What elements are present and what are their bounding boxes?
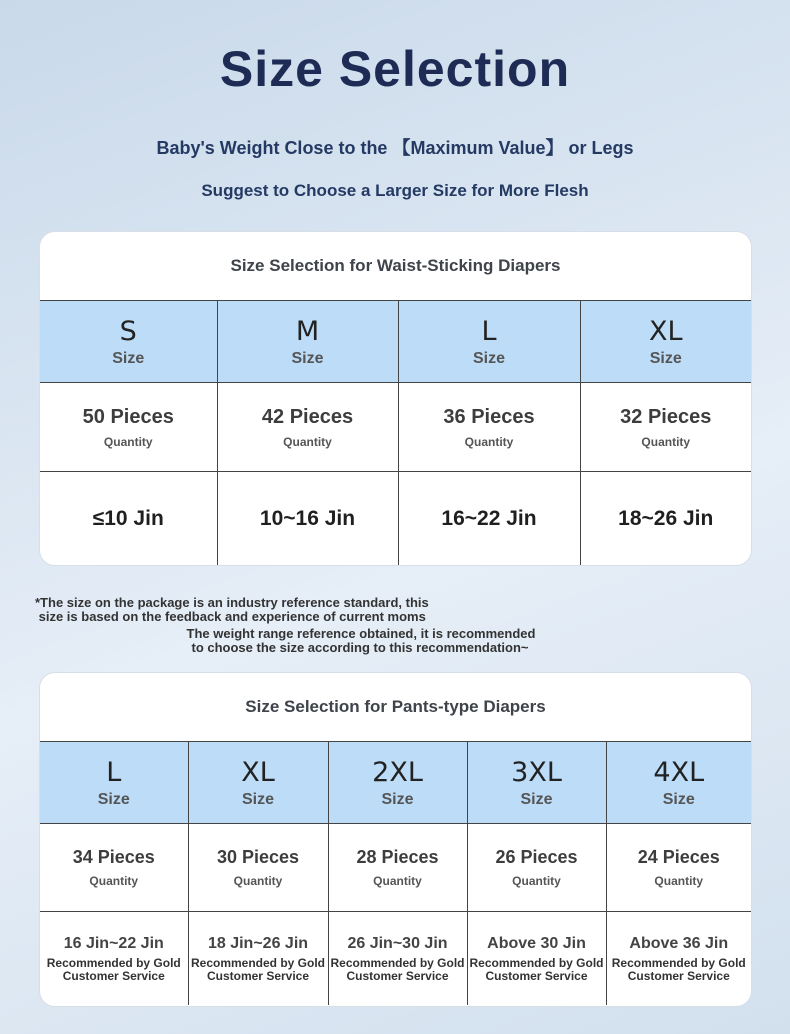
recommendation-line: Recommended by Gold bbox=[46, 955, 181, 970]
table-cell bbox=[40, 301, 217, 383]
weight-range: 18~26 Jin bbox=[618, 506, 714, 530]
waist-size-row bbox=[40, 301, 751, 383]
size-note-left bbox=[35, 596, 429, 624]
recommendation-line: Customer Service bbox=[206, 968, 310, 983]
recommendation-line: Customer Service bbox=[485, 968, 588, 983]
size-label: Size bbox=[241, 790, 274, 808]
table-cell bbox=[188, 824, 328, 912]
table-cell bbox=[328, 912, 467, 1006]
table-cell bbox=[40, 912, 188, 1006]
recommendation-line: Recommended by Gold bbox=[190, 955, 326, 970]
pants-card-heading: Size Selection for Pants-type Diapers bbox=[245, 697, 546, 716]
quantity-label: Quantity bbox=[654, 874, 704, 888]
table-cell bbox=[328, 742, 467, 824]
table-cell bbox=[467, 742, 606, 824]
table-cell bbox=[398, 301, 580, 383]
pants-diaper-card bbox=[39, 672, 752, 1007]
subtitle-weight-tip: Baby's Weight Close to the 【Maximum Value】 or Legs bbox=[156, 138, 634, 158]
page-title: Size Selection bbox=[219, 41, 571, 97]
weight-range: 26 Jin~30 Jin bbox=[347, 934, 448, 952]
weight-range: 10~16 Jin bbox=[259, 506, 356, 530]
piece-count: 42 Pieces bbox=[261, 405, 354, 428]
quantity-label: Quantity bbox=[512, 874, 561, 888]
table-cell bbox=[40, 383, 217, 472]
table-cell bbox=[217, 472, 398, 566]
table-cell bbox=[40, 742, 188, 824]
table-cell bbox=[467, 824, 606, 912]
recommendation-line: Recommended by Gold bbox=[469, 955, 604, 970]
size-label: Size bbox=[649, 349, 682, 367]
size-label: Size bbox=[520, 790, 553, 808]
table-cell bbox=[606, 742, 751, 824]
piece-count: 30 Pieces bbox=[216, 847, 300, 867]
size-note-center bbox=[0, 627, 720, 655]
quantity-label: Quantity bbox=[89, 874, 139, 888]
size-name: S bbox=[119, 315, 137, 347]
piece-count: 28 Pieces bbox=[356, 847, 439, 867]
table-cell bbox=[217, 383, 398, 472]
waist-diaper-card bbox=[39, 231, 752, 566]
weight-range: 16~22 Jin bbox=[441, 506, 537, 530]
recommendation-line: Recommended by Gold bbox=[330, 955, 465, 970]
waist-quantity-row bbox=[40, 383, 751, 472]
table-cell bbox=[398, 472, 580, 566]
table-cell bbox=[217, 301, 398, 383]
quantity-label: Quantity bbox=[233, 874, 283, 888]
piece-count: 24 Pieces bbox=[637, 847, 720, 867]
note-line: to choose the size according to this recommendation~ bbox=[191, 640, 529, 655]
piece-count: 26 Pieces bbox=[495, 847, 578, 867]
table-cell bbox=[40, 824, 188, 912]
piece-count: 32 Pieces bbox=[620, 405, 712, 428]
size-label: Size bbox=[662, 790, 695, 808]
table-cell bbox=[580, 301, 751, 383]
weight-range: 16 Jin~22 Jin bbox=[63, 934, 164, 952]
note-line: size is based on the feedback and experience of current moms bbox=[35, 609, 426, 624]
piece-count: 50 Pieces bbox=[82, 405, 174, 428]
quantity-label: Quantity bbox=[373, 874, 422, 888]
subtitle-size-tip: Suggest to Choose a Larger Size for More Flesh bbox=[201, 181, 589, 200]
recommendation-line: Customer Service bbox=[346, 968, 449, 983]
table-cell bbox=[467, 912, 606, 1006]
piece-count: 34 Pieces bbox=[72, 847, 155, 867]
quantity-label: Quantity bbox=[641, 434, 691, 449]
table-cell bbox=[398, 383, 580, 472]
table-cell bbox=[606, 912, 751, 1006]
pants-size-table bbox=[40, 741, 751, 1005]
waist-size-table bbox=[40, 300, 751, 565]
pants-weight-row bbox=[40, 912, 751, 1006]
size-name: 3XL bbox=[511, 756, 562, 788]
table-cell bbox=[580, 383, 751, 472]
table-cell bbox=[580, 472, 751, 566]
recommendation-line: Customer Service bbox=[627, 968, 730, 983]
table-cell bbox=[188, 912, 328, 1006]
table-cell bbox=[606, 824, 751, 912]
size-name: L bbox=[106, 756, 122, 788]
table-cell bbox=[188, 742, 328, 824]
size-label: Size bbox=[97, 790, 130, 808]
quantity-label: Quantity bbox=[103, 434, 153, 449]
size-label: Size bbox=[472, 349, 505, 367]
size-name: XL bbox=[648, 315, 683, 347]
pants-quantity-row bbox=[40, 824, 751, 912]
size-label: Size bbox=[112, 349, 145, 367]
table-cell bbox=[328, 824, 467, 912]
weight-range: ≤10 Jin bbox=[92, 506, 164, 530]
recommendation-line: Customer Service bbox=[62, 968, 165, 983]
piece-count: 36 Pieces bbox=[443, 405, 535, 428]
note-line: *The size on the package is an industry reference standard, this bbox=[35, 595, 429, 610]
size-name: M bbox=[295, 315, 320, 347]
recommendation-line: Recommended by Gold bbox=[611, 955, 746, 970]
size-label: Size bbox=[291, 349, 324, 367]
size-name: XL bbox=[241, 756, 275, 788]
quantity-label: Quantity bbox=[283, 434, 332, 449]
waist-weight-row bbox=[40, 472, 751, 566]
waist-card-heading: Size Selection for Waist-Sticking Diapers bbox=[230, 256, 561, 275]
size-name: L bbox=[481, 315, 497, 347]
weight-range: Above 30 Jin bbox=[487, 934, 586, 952]
table-cell bbox=[40, 472, 217, 566]
weight-range: 18 Jin~26 Jin bbox=[207, 934, 309, 952]
note-line: The weight range reference obtained, it is recommended bbox=[186, 626, 536, 641]
pants-size-row bbox=[40, 742, 751, 824]
size-label: Size bbox=[381, 790, 414, 808]
size-name: 2XL bbox=[372, 756, 423, 788]
size-name: 4XL bbox=[653, 756, 705, 788]
quantity-label: Quantity bbox=[464, 434, 514, 449]
weight-range: Above 36 Jin bbox=[629, 934, 729, 952]
